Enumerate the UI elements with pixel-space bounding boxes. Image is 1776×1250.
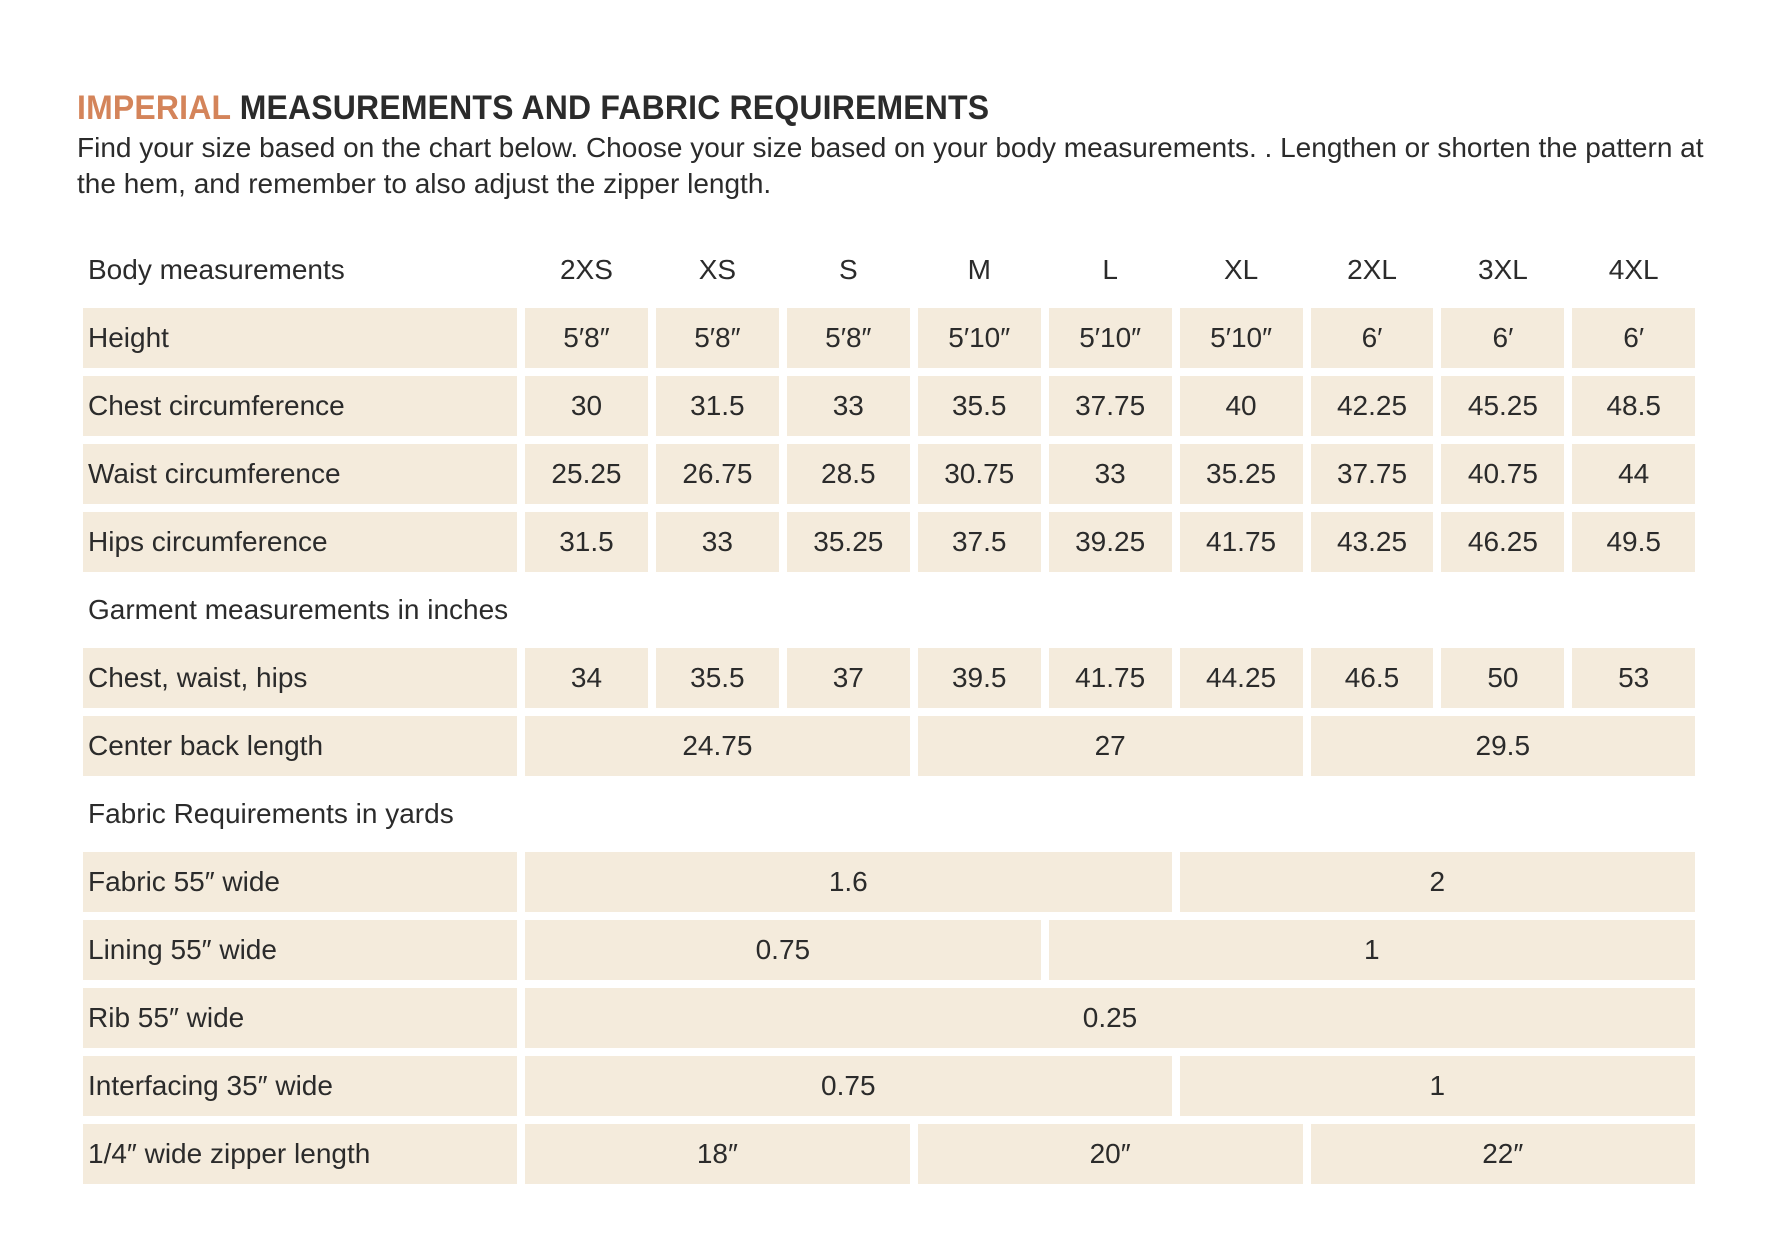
table-cell: 41.75: [1180, 512, 1303, 572]
table-cell: 29.5: [1311, 716, 1695, 776]
row-label: Center back length: [83, 716, 517, 776]
table-cell: 37.75: [1049, 376, 1172, 436]
table-cell: 33: [787, 376, 910, 436]
table-cell: 34: [525, 648, 648, 708]
row-label: Chest, waist, hips: [83, 648, 517, 708]
table-cell: 37.5: [918, 512, 1041, 572]
table-cell: 44: [1572, 444, 1695, 504]
table-cell: 46.25: [1441, 512, 1564, 572]
size-header: 2XL: [1347, 254, 1397, 285]
fabric-section-title: Fabric Requirements in yards: [88, 798, 454, 829]
table-cell: 46.5: [1311, 648, 1434, 708]
table-row-center-back: [83, 716, 1695, 776]
row-label: 1/4″ wide zipper length: [83, 1124, 517, 1184]
table-cell: 37: [787, 648, 910, 708]
size-header: L: [1102, 254, 1118, 285]
table-cell: 0.25: [525, 988, 1695, 1048]
table-cell: 33: [1049, 444, 1172, 504]
table-row-hips: [83, 512, 1695, 572]
table-cell: 2: [1180, 852, 1695, 912]
table-cell: 18″: [525, 1124, 910, 1184]
table-cell: 26.75: [656, 444, 779, 504]
size-header: 3XL: [1478, 254, 1528, 285]
table-cell: 30: [525, 376, 648, 436]
table-cell: 5′8″: [525, 308, 648, 368]
table-cell: 22″: [1311, 1124, 1695, 1184]
row-label: Fabric 55″ wide: [83, 852, 517, 912]
table-cell: 45.25: [1441, 376, 1564, 436]
row-label: Waist circumference: [83, 444, 517, 504]
table-cell: 35.5: [656, 648, 779, 708]
table-row-chest: [83, 376, 1695, 436]
table-row-fabric: [83, 852, 1695, 912]
table-cell: 40: [1180, 376, 1303, 436]
fabric-section-row: [83, 784, 1695, 844]
table-row-waist: [83, 444, 1695, 504]
table-cell: 30.75: [918, 444, 1041, 504]
table-cell: 31.5: [656, 376, 779, 436]
row-label: Chest circumference: [83, 376, 517, 436]
size-header: S: [838, 254, 858, 285]
table-row-height: [83, 308, 1695, 368]
row-label: Interfacing 35″ wide: [83, 1056, 517, 1116]
table-cell: 6′: [1572, 308, 1695, 368]
table-cell: 5′8″: [787, 308, 910, 368]
table-cell: 44.25: [1180, 648, 1303, 708]
table-cell: 6′: [1311, 308, 1434, 368]
garment-section-title: Garment measurements in inches: [88, 594, 509, 625]
table-cell: 27: [918, 716, 1303, 776]
table-cell: 5′10″: [1049, 308, 1172, 368]
size-header: XS: [698, 254, 737, 285]
table-cell: 1: [1180, 1056, 1695, 1116]
size-chart-page: [77, 86, 1704, 1169]
table-cell: 39.5: [918, 648, 1041, 708]
measurements-table: [75, 232, 1703, 1192]
table-cell: 0.75: [525, 920, 1041, 980]
table-cell: 25.25: [525, 444, 648, 504]
size-header: 4XL: [1608, 254, 1659, 285]
table-cell: 0.75: [525, 1056, 1172, 1116]
table-cell: 1: [1049, 920, 1695, 980]
table-cell: 50: [1441, 648, 1564, 708]
body-measurements-header: Body measurements: [88, 254, 345, 285]
table-cell: 35.25: [787, 512, 910, 572]
size-header: 2XS: [559, 254, 613, 285]
table-cell: 35.5: [918, 376, 1041, 436]
table-row-zipper: [83, 1124, 1695, 1184]
table-cell: 39.25: [1049, 512, 1172, 572]
table-cell: 31.5: [525, 512, 648, 572]
row-label: Rib 55″ wide: [83, 988, 517, 1048]
table-cell: 28.5: [787, 444, 910, 504]
table-cell: 5′8″: [656, 308, 779, 368]
table-row-chest-waist-hips: [83, 648, 1695, 708]
table-row-interfacing: [83, 1056, 1695, 1116]
table-cell: 42.25: [1311, 376, 1434, 436]
page-title: [77, 86, 1605, 130]
size-header-row: [83, 240, 1695, 300]
table-cell: 43.25: [1311, 512, 1434, 572]
table-cell: 24.75: [525, 716, 910, 776]
table-cell: 35.25: [1180, 444, 1303, 504]
table-cell: 53: [1572, 648, 1695, 708]
table-row-lining: [83, 920, 1695, 980]
title-accent: IMPERIAL: [77, 89, 231, 127]
intro-text: Find your size based on the chart below. Choose your size based on your body measurements. . Lengthen or shorten the pattern at the hem, and remember to also adjust the zipper length.: [77, 132, 1704, 199]
table-cell: 5′10″: [918, 308, 1041, 368]
size-header: XL: [1223, 254, 1259, 285]
table-cell: 1.6: [525, 852, 1172, 912]
table-cell: 49.5: [1572, 512, 1695, 572]
table-cell: 33: [656, 512, 779, 572]
table-cell: 40.75: [1441, 444, 1564, 504]
table-cell: 5′10″: [1180, 308, 1303, 368]
table-cell: 41.75: [1049, 648, 1172, 708]
table-row-rib: [83, 988, 1695, 1048]
table-cell: 6′: [1441, 308, 1564, 368]
table-cell: 20″: [918, 1124, 1303, 1184]
title-rest: MEASUREMENTS AND FABRIC REQUIREMENTS: [230, 89, 990, 127]
size-header: M: [967, 254, 991, 285]
garment-section-row: [83, 580, 1695, 640]
row-label: Height: [83, 308, 517, 368]
row-label: Hips circumference: [83, 512, 517, 572]
table-cell: 37.75: [1311, 444, 1434, 504]
table-cell: 48.5: [1572, 376, 1695, 436]
row-label: Lining 55″ wide: [83, 920, 517, 980]
